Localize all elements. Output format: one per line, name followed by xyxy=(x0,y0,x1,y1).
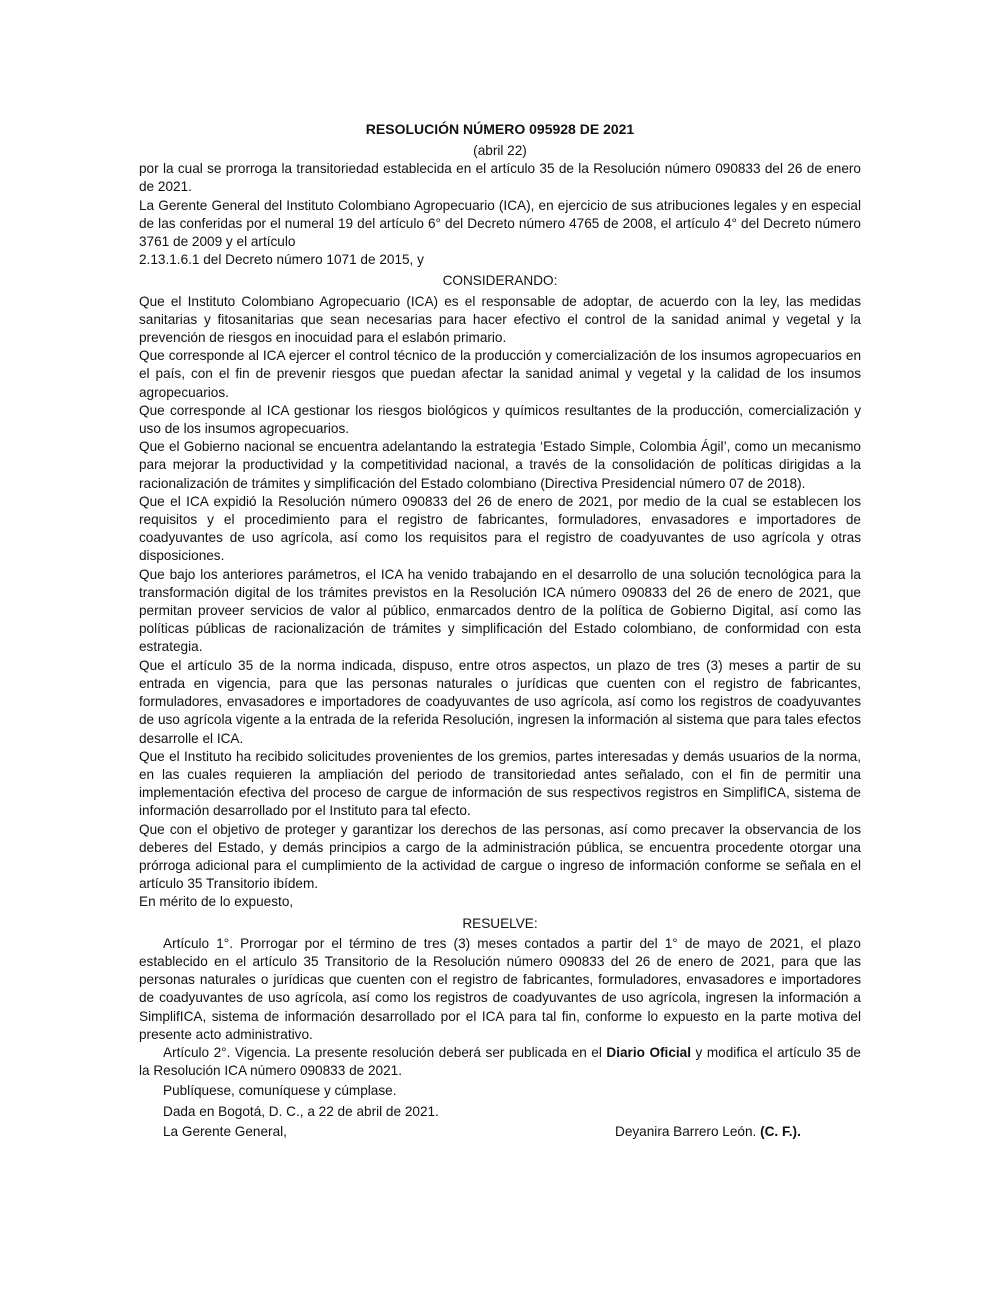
signature-row xyxy=(139,1123,861,1143)
resolution-document xyxy=(139,120,861,1143)
diario-oficial-label: Diario Oficial xyxy=(606,1044,692,1060)
document-title: RESOLUCIÓN NÚMERO 095928 DE 2021 xyxy=(365,121,635,137)
considerando-paragraph: Que corresponde al ICA gestionar los riesgos biológicos y químicos resultantes de la producción, comercialización y uso de los insumos agropecuarios. xyxy=(139,402,861,437)
resuelve-heading: RESUELVE: xyxy=(462,915,538,931)
signer xyxy=(615,1123,801,1141)
publish-line: Publíquese, comuníquese y cúmplase. xyxy=(163,1083,397,1099)
merito-line: En mérito de lo expuesto, xyxy=(139,894,294,910)
article-2-text: Artículo 2°. Vigencia. La presente resolución deberá ser publicada en el xyxy=(163,1044,607,1060)
signer-role: La Gerente General, xyxy=(163,1123,287,1139)
document-date: (abril 22) xyxy=(473,143,527,158)
considerando-paragraph: Que el Gobierno nacional se encuentra adelantando la estrategia ‘Estado Simple, Colombia Ágil’, como un mecanismo para mejorar la productividad y la competitividad nacional, a través de la consolidación de políticas dirigidas a la racionalización de trámites y simplificación del Estado colombiano (Directiva Presidencial número 07 de 2018). xyxy=(139,439,861,491)
considerando-paragraph: Que el artículo 35 de la norma indicada, dispuso, entre otros aspectos, un plazo de tres (3) meses a partir de su entrada en vigencia, para que las personas naturales o jurídicas que cuenten con el registro de fabricantes, formuladores, envasadores e importadores de coadyuvantes de uso agrícola, así como los registros de coadyuvantes de uso agrícola vigente a la entrada de la referida Resolución, ingresen la información al sistema que para tales efectos desarrolle el ICA. xyxy=(139,657,861,746)
article-1: Artículo 1°. Prorrogar por el término de tres (3) meses contados a partir del 1° de mayo de 2021, el plazo establecido en el artículo 35 Transitorio de la Resolución número 090833 del 26 de enero de 2021, para que las personas naturales o jurídicas que cuenten con el registro de fabricantes, formuladores, envasadores e importadores de coadyuvantes de uso agrícola, así como los registros de coadyuvantes de uso agrícola, ingresen la información a SimplifICA, sistema de información desarrollado por el ICA para tal fin, conforme lo expuesto en la parte motiva del presente acto administrativo. xyxy=(139,935,861,1042)
article-2-text-end: y modifica el artículo 35 de la Resolución ICA número 090833 de 2021. xyxy=(139,1044,861,1079)
considerando-paragraph: Que el ICA expidió la Resolución número 090833 del 26 de enero de 2021, por medio de la cual se establecen los requisitos y el procedimiento para el registro de fabricantes, formuladores, envasadores e importadores de coadyuvantes de uso agrícola, así como los requisitos para el registro de coadyuvantes de uso agrícola y otras disposiciones. xyxy=(139,493,861,564)
resolution-subject: por la cual se prorroga la transitoriedad establecida en el artículo 35 de la Resolución número 090833 del 26 de enero de 2021. xyxy=(139,161,861,195)
signer-name: Deyanira Barrero León. xyxy=(615,1123,761,1139)
considerando-paragraph: Que con el objetivo de proteger y garantizar los derechos de las personas, así como precaver la observancia de los deberes del Estado, y demás principios a cargo de la administración pública, se encuentra procedente otorgar una prórroga adicional para el cumplimiento de la actividad de cargue o ingreso de información conforme se señala en el artículo 35 Transitorio ibídem. xyxy=(139,821,861,892)
considerando-paragraph: Que bajo los anteriores parámetros, el ICA ha venido trabajando en el desarrollo de una solución tecnológica para la transformación digital de los trámites previstos en la Resolución ICA número 090833 del 26 de enero de 2021, que permitan proveer servicios de valor al público, enmarcados dentro de la política de Gobierno Digital, así como las políticas públicas de racionalización de trámites y simplificación del Estado colombiano, de conformidad con esta estrategia. xyxy=(139,566,861,655)
authority-paragraph-continued: 2.13.1.6.1 del Decreto número 1071 de 2015, y xyxy=(139,252,424,268)
signer-suffix: (C. F.). xyxy=(760,1123,801,1139)
considerando-paragraph: Que el Instituto Colombiano Agropecuario (ICA) es el responsable de adoptar, de acuerdo con la ley, las medidas sanitarias y fitosanitarias que sean necesarias para hacer efectivo el control de la sanidad animal y vegetal y la prevención de riesgos en inocuidad para el eslabón primario. xyxy=(139,293,861,346)
article-2 xyxy=(139,1044,861,1080)
considerando-heading: CONSIDERANDO: xyxy=(442,273,558,289)
considerando-paragraph: Que el Instituto ha recibido solicitudes provenientes de los gremios, partes interesadas y demás usuarios de la norma, en las cuales requieren la ampliación del periodo de transitoriedad antes señalado, con el fin de permitir una implementación efectiva del proceso de cargue de información de sus respectivos registros en SimplifICA, sistema de información desarrollado por el Instituto para tal efecto. xyxy=(139,748,861,819)
considerando-paragraph: Que corresponde al ICA ejercer el control técnico de la producción y comercialización de los insumos agropecuarios en el país, con el fin de prevenir riesgos que puedan afectar la sanidad animal y vegetal y la calidad de los insumos agropecuarios. xyxy=(139,348,861,400)
authority-paragraph: La Gerente General del Instituto Colombiano Agropecuario (ICA), en ejercicio de sus atribuciones legales y en especial de las conferidas por el numeral 19 del artículo 6° del Decreto número 4765 de 2008, el artículo 4° del Decreto número 3761 de 2009 y el artículo xyxy=(139,197,861,250)
given-line: Dada en Bogotá, D. C., a 22 de abril de 2021. xyxy=(163,1103,439,1119)
